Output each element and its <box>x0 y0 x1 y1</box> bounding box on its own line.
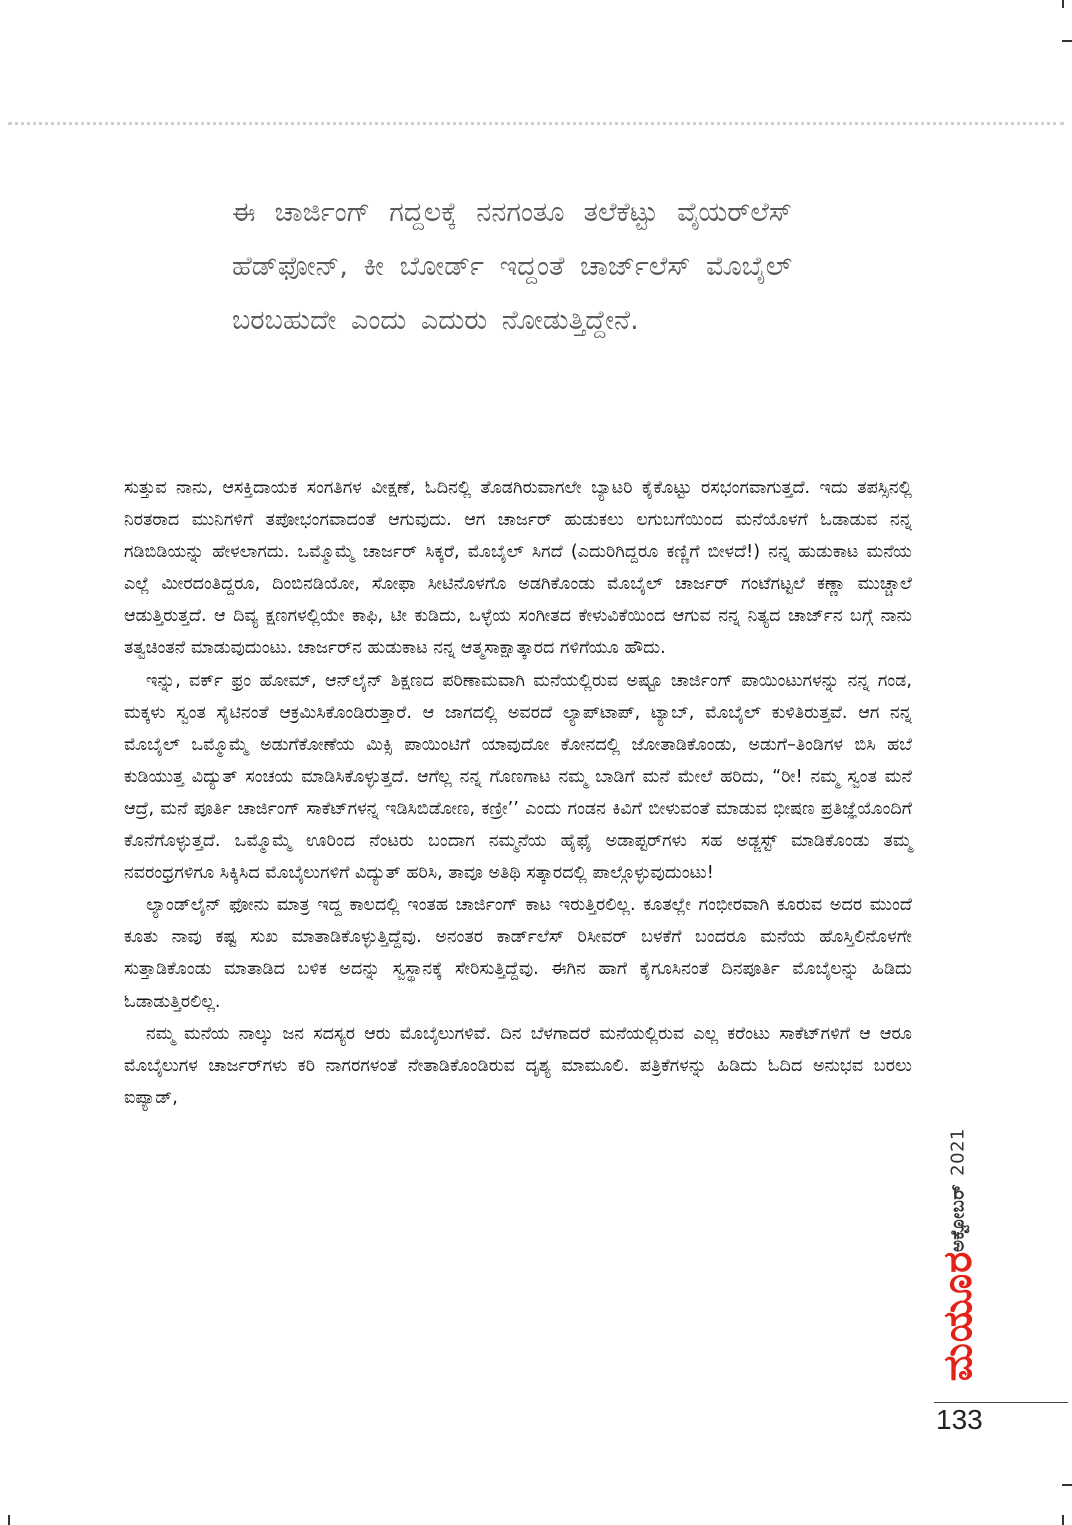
dotted-divider <box>8 122 1064 125</box>
crop-mark-bottom-left <box>8 1515 10 1525</box>
issue-date <box>948 1128 969 1252</box>
pull-quote: ಈ ಚಾರ್ಜಿಂಗ್ ಗದ್ದಲಕ್ಕೆ ನನಗಂತೂ ತಲೆಕೆಟ್ಟು ವೈಯರ್‌ಲೆಸ್ ಹೆಡ್‌ಫೋನ್, ಕೀ ಬೋರ್ಡ್ ಇದ್ದಂತೆ ಚಾರ್ಜ್‌ಲೆಸ್ ಮೊಬೈಲ್ ಬರಬಹುದೇ ಎಂದು ಎದುರು ನೋಡುತ್ತಿದ್ದೇನೆ. <box>232 197 792 336</box>
issue-month: ಅಕ್ಟೋಬರ್ <box>947 1183 969 1252</box>
body-paragraph: ನಮ್ಮ ಮನೆಯ ನಾಲ್ಕು ಜನ ಸದಸ್ಯರ ಆರು ಮೊಬೈಲುಗಳಿವೆ. ದಿನ ಬೆಳಗಾದರೆ ಮನೆಯಲ್ಲಿರುವ ಎಲ್ಲ ಕರೆಂಟು ಸಾಕೆಟ್‌ಗಳಿಗೆ ಆ ಆರೂ ಮೊಬೈಲುಗಳ ಚಾರ್ಜರ್‌ಗಳು ಕರಿ ನಾಗರಗಳಂತೆ ನೇತಾಡಿಕೊಂಡಿರುವ ದೃಶ್ಯ ಮಾಮೂಲಿ. ಪತ್ರಿಕೆಗಳನ್ನು ಹಿಡಿದು ಓದಿದ ಅನುಭವ ಬರಲು ಐಪ್ಯಾಡ್, <box>124 1023 912 1108</box>
page-number: 133 <box>936 1404 983 1435</box>
issue-year: 2021 <box>947 1128 969 1176</box>
crop-mark-bottom-right <box>1062 1515 1064 1525</box>
body-paragraph: ಲ್ಯಾಂಡ್‌ಲೈನ್ ಫೋನು ಮಾತ್ರ ಇದ್ದ ಕಾಲದಲ್ಲಿ ಇಂತಹ ಚಾರ್ಜಿಂಗ್ ಕಾಟ ಇರುತ್ತಿರಲಿಲ್ಲ. ಕೂತಲ್ಲೇ ಗಂಭೀರವಾಗಿ ಕೂರುವ ಅದರ ಮುಂದೆ ಕೂತು ನಾವು ಕಷ್ಟ ಸುಖ ಮಾತಾಡಿಕೊಳ್ಳುತ್ತಿದ್ದೆವು. ಅನಂತರ ಕಾರ್ಡ್‌ಲೆಸ್ ರಿಸೀವರ್ ಬಳಕೆಗೆ ಬಂದರೂ ಮನೆಯ ಹೊಸ್ತಿಲಿನೊಳಗೇ ಸುತ್ತಾಡಿಕೊಂಡು ಮಾತಾಡಿದ ಬಳಿಕ ಅದನ್ನು ಸ್ವಸ್ಥಾನಕ್ಕೆ ಸೇರಿಸುತ್ತಿದ್ದೆವು. ಈಗಿನ ಹಾಗೆ ಕೈಗೂಸಿನಂತೆ ದಿನಪೂರ್ತಿ ಮೊಬೈಲನ್ನು ಹಿಡಿದು ಓಡಾಡುತ್ತಿರಲಿಲ್ಲ. <box>124 895 912 1012</box>
crop-mark-right-top <box>1062 40 1072 42</box>
crop-mark-right-bottom <box>1062 1484 1072 1486</box>
body-paragraph: ಇನ್ನು, ವರ್ಕ್ ಫ್ರಂ ಹೋಮ್, ಆನ್‌ಲೈನ್ ಶಿಕ್ಷಣದ ಪರಿಣಾಮವಾಗಿ ಮನೆಯಲ್ಲಿರುವ ಅಷ್ಟೂ ಚಾರ್ಜಿಂಗ್ ಪಾಯಿಂಟುಗಳನ್ನು ನನ್ನ ಗಂಡ, ಮಕ್ಕಳು ಸ್ವಂತ ಸೈಟಿನಂತೆ ಆಕ್ರಮಿಸಿಕೊಂಡಿರುತ್ತಾರೆ. ಆ ಜಾಗದಲ್ಲಿ ಅವರದೆ ಲ್ಯಾಪ್‌ಟಾಪ್, ಟ್ಯಾಬ್, ಮೊಬೈಲ್ ಕುಳಿತಿರುತ್ತವೆ. ಆಗ ನನ್ನ ಮೊಬೈಲ್ ಒಮ್ಮೊಮ್ಮೆ ಅಡುಗೆಕೋಣೆಯ ಮಿಕ್ಸಿ ಪಾಯಿಂಟಿಗೆ ಯಾವುದೋ ಕೋನದಲ್ಲಿ ಜೋತಾಡಿಕೊಂಡು, ಅಡುಗೆ–ತಿಂಡಿಗಳ ಬಿಸಿ ಹಬೆ ಕುಡಿಯುತ್ತ ವಿದ್ಯುತ್ ಸಂಚಯ ಮಾಡಿಸಿಕೊಳ್ಳುತ್ತದೆ. ಆಗೆಲ್ಲ ನನ್ನ ಗೊಣಗಾಟ ನಮ್ಮ ಬಾಡಿಗೆ ಮನೆ ಮೇಲೆ ಹರಿದು, “ರೀ! ನಮ್ಮ ಸ್ವಂತ ಮನೆ ಆದ್ರೆ, ಮನೆ ಪೂರ್ತಿ ಚಾರ್ಜಿಂಗ್ ಸಾಕೆಟ್‌ಗಳನ್ನ ಇಡಿಸಿಬಿಡೋಣ, ಕಣ್ರೀ’’ ಎಂದು ಗಂಡನ ಕಿವಿಗೆ ಬೀಳುವಂತೆ ಮಾಡುವ ಭೀಷಣ ಪ್ರತಿಜ್ಞೆಯೊಂದಿಗೆ ಕೊನೆಗೊಳ್ಳುತ್ತದೆ. ಒಮ್ಮೊಮ್ಮೆ ಊರಿಂದ ನೆಂಟರು ಬಂದಾಗ ನಮ್ಮನೆಯ ಹೈಫೈ ಅಡಾಪ್ಟರ್‌ಗಳು ಸಹ ಅಡ್ಜಸ್ಟ್ ಮಾಡಿಕೊಂಡು ತಮ್ಮ ನವರಂಧ್ರಗಳಿಗೂ ಸಿಕ್ಕಿಸಿದ ಮೊಬೈಲುಗಳಿಗೆ ವಿದ್ಯುತ್ ಹರಿಸಿ, ತಾವೂ ಅತಿಥಿ ಸತ್ಕಾರದಲ್ಲಿ ಪಾಲ್ಗೊಳ್ಳುವುದುಂಟು! <box>124 670 912 884</box>
page-number-rule <box>934 1402 1068 1403</box>
magazine-logo: ಮಯೂರ <box>935 1250 981 1382</box>
crop-mark-top-right <box>1062 0 1064 8</box>
body-paragraph: ಸುತ್ತುವ ನಾನು, ಆಸಕ್ತಿದಾಯಕ ಸಂಗತಿಗಳ ವೀಕ್ಷಣೆ, ಓದಿನಲ್ಲಿ ತೊಡಗಿರುವಾಗಲೇ ಬ್ಯಾಟರಿ ಕೈಕೊಟ್ಟು ರಸಭಂಗವಾಗುತ್ತದೆ. ಇದು ತಪಸ್ಸಿನಲ್ಲಿ ನಿರತರಾದ ಮುನಿಗಳಿಗೆ ತಪೋಭಂಗವಾದಂತೆ ಆಗುವುದು. ಆಗ ಚಾರ್ಜರ್ ಹುಡುಕಲು ಲಗುಬಗೆಯಿಂದ ಮನೆಯೊಳಗೆ ಓಡಾಡುವ ನನ್ನ ಗಡಿಬಿಡಿಯನ್ನು ಹೇಳಲಾಗದು. ಒಮ್ಮೊಮ್ಮೆ ಚಾರ್ಜರ್ ಸಿಕ್ಕರೆ, ಮೊಬೈಲ್ ಸಿಗದೆ (ಎದುರಿಗಿದ್ದರೂ ಕಣ್ಣಿಗೆ ಬೀಳದೆ!) ನನ್ನ ಹುಡುಕಾಟ ಮನೆಯ ಎಲ್ಲೆ ಮೀರದಂತಿದ್ದರೂ, ದಿಂಬಿನಡಿಯೋ, ಸೋಫಾ ಸೀಟಿನೊಳಗೊ ಅಡಗಿಕೊಂಡು ಮೊಬೈಲ್ ಚಾರ್ಜರ್ ಗಂಟೆಗಟ್ಟಲೆ ಕಣ್ಣಾ ಮುಚ್ಚಾಲೆ ಆಡುತ್ತಿರುತ್ತದೆ. ಆ ದಿವ್ಯ ಕ್ಷಣಗಳಲ್ಲಿಯೇ ಕಾಫಿ, ಟೀ ಕುಡಿದು, ಒಳ್ಳೆಯ ಸಂಗೀತದ ಕೇಳುವಿಕೆಯಿಂದ ಆಗುವ ನನ್ನ ನಿತ್ಯದ ಚಾರ್ಜ್‌ನ ಬಗ್ಗೆ ನಾನು ತತ್ವಚಿಂತನೆ ಮಾಡುವುದುಂಟು. ಚಾರ್ಜರ್‌ನ ಹುಡುಕಾಟ ನನ್ನ ಆತ್ಮಸಾಕ್ಷಾತ್ಕಾರದ ಗಳಿಗೆಯೂ ಹೌದು. <box>124 478 912 659</box>
article-body <box>124 472 912 1114</box>
